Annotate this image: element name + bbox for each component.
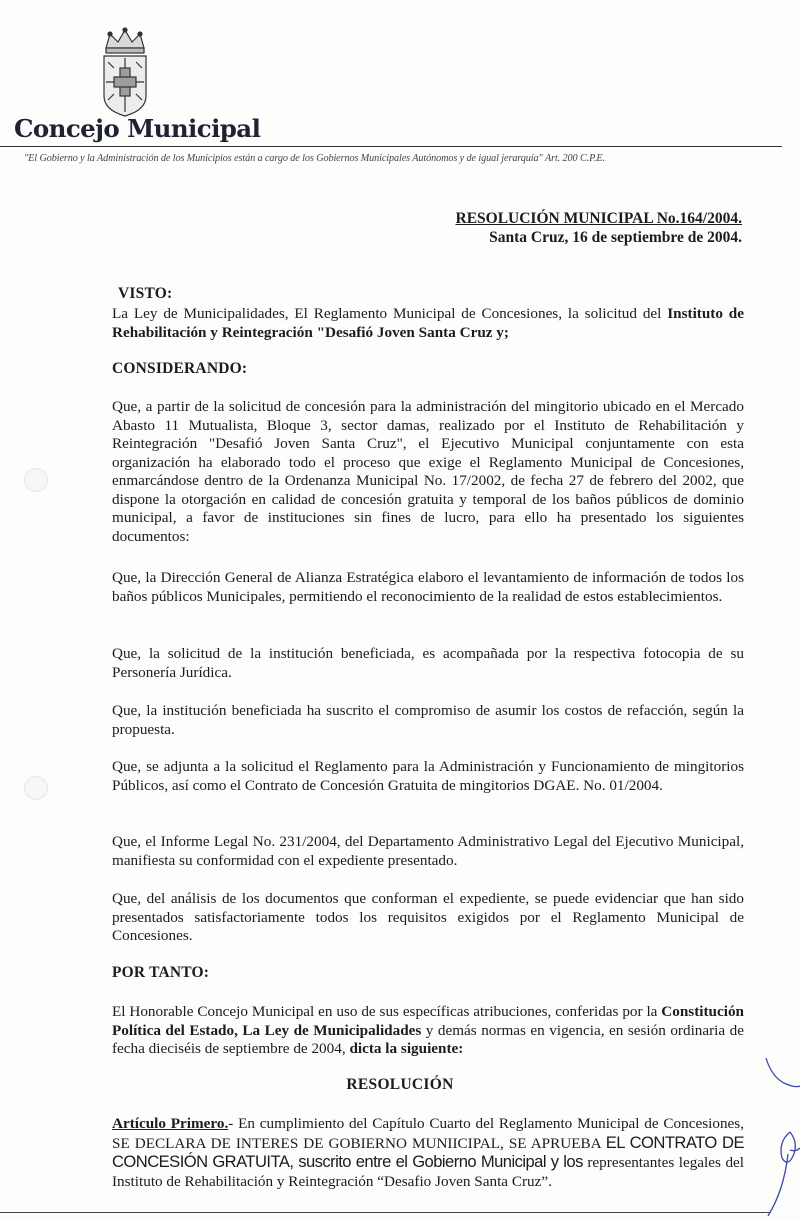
- article-1-text-b: representantes legales del Instituto de Rehabilitación y Reintegración “Desafio Joven Santa Cruz”.: [112, 1154, 744, 1190]
- organization-name: Concejo Municipal: [14, 114, 261, 143]
- resolucion-title: RESOLUCIÓN: [346, 1076, 454, 1093]
- considerando-paragraph-2: Que, la Dirección General de Alianza Estratégica elaboro el levantamiento de información de todos los baños públicos Municipales, permitiendo el reconocimiento de la realidad de estos establecimientos.: [112, 569, 744, 605]
- article-1-paragraph: [112, 1115, 744, 1191]
- punch-hole-mark: [24, 776, 48, 800]
- considerando-paragraph-5: Que, se adjunta a la solicitud el Reglamento para la Administración y Funcionamiento de mingitorios Públicos, así como el Contrato de Concesión Gratuita de mingitorios DGAE. No. 01/2004.: [112, 758, 744, 794]
- article-1-text-a: - En cumplimiento del Capítulo Cuarto del Reglamento Municipal de Concesiones, SE DECLARA DE INTERES DE GOBIERNO MUNIICIPAL, SE APRUEBA: [112, 1115, 744, 1152]
- considerando-paragraph-1: Que, a partir de la solicitud de concesión para la administración del mingitorio ubicado en el Mercado Abasto 11 Mutualista, Bloque 3, sector damas, realizado por el Instituto de Rehabilitación y Reintegración "Desafió Joven Santa Cruz", el Ejecutivo Municipal conjuntamente con esta organización ha elaborado todo el proceso que exige el Reglamento Municipal de Concesiones, enmarcándose dentro de la Ordenanza Municipal No. 17/2002, de fecha 27 de febrero del 2002, que dispone la otorgación en calidad de concesión gratuita y temporal de los baños públicos de dominio municipal, a favor de instituciones sin fines de lucro, para ello ha presentado los siguientes documentos:: [112, 398, 744, 545]
- visto-institute-name: Instituto de Rehabilitación y Reintegración "Desafió Joven Santa Cruz y;: [112, 305, 744, 341]
- footer-divider: [0, 1212, 770, 1213]
- considerando-paragraph-3: Que, la solicitud de la institución beneficiada, es acompañada por la respectiva fotocopia de su Personería Jurídica.: [112, 645, 744, 681]
- portanto-paragraph: [112, 1003, 744, 1059]
- visto-paragraph: [112, 305, 744, 342]
- visto-text: La Ley de Municipalidades, El Reglamento Municipal de Concesiones, la solicitud del: [112, 305, 668, 322]
- portanto-text-a: El Honorable Concejo Municipal en uso de sus específicas atribuciones, conferidas por la: [112, 1003, 662, 1020]
- considerando-paragraph-6: Que, el Informe Legal No. 231/2004, del Departamento Administrativo Legal del Ejecutivo Municipal, manifiesta su conformidad con el expediente presentado.: [112, 833, 744, 869]
- article-1-text-condensed: EL CONTRATO DE CONCESIÓN GRATUITA, suscrito entre el Gobierno Municipal y los: [112, 1132, 744, 1171]
- considerando-paragraph-4: Que, la institución beneficiada ha suscrito el compromiso de asumir los costos de refacción, según la propuesta.: [112, 702, 744, 738]
- header-divider: [0, 146, 782, 147]
- visto-heading: VISTO:: [118, 285, 173, 302]
- portanto-legal-bases: Constitución Política del Estado, La Ley de Municipalidades: [112, 1003, 744, 1039]
- header-motto: "El Gobierno y la Administración de los Municipios están a cargo de los Gobiernos Municipales Autónomos y de igual jerarquía" Art. 200 C.P.E.: [24, 153, 605, 164]
- resolution-place-date: Santa Cruz, 16 de septiembre de 2004.: [489, 229, 742, 246]
- resolution-number: RESOLUCIÓN MUNICIPAL No.164/2004.: [455, 210, 742, 227]
- portanto-heading: POR TANTO:: [112, 964, 210, 981]
- resolution-header: [456, 209, 743, 247]
- portanto-text-b: y demás normas en vigencia, en sesión ordinaria de fecha dieciséis de septiembre de 2004,: [112, 1021, 744, 1057]
- portanto-dicta: dicta la siguiente:: [349, 1040, 464, 1057]
- municipal-coat-of-arms: [96, 26, 154, 118]
- considerando-paragraph-7: Que, del análisis de los documentos que conforman el expediente, se puede evidenciar que han sido presentados satisfactoriamente todos los requisitos exigidos por el Reglamento Municipal de Concesiones.: [112, 890, 744, 944]
- punch-hole-mark: [24, 468, 48, 492]
- considerando-heading: CONSIDERANDO:: [112, 360, 248, 377]
- handwritten-signature-mark: [760, 1050, 800, 1220]
- article-1-label: Artículo Primero.: [112, 1115, 229, 1132]
